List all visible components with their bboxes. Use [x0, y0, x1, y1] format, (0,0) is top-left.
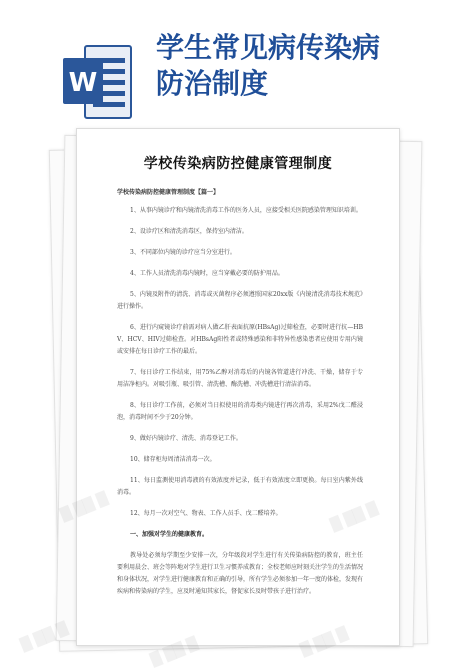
- paragraph: 2、设诊疗区和清洗消毒区，保持室内清洁。: [130, 228, 248, 235]
- banner-title: [156, 30, 466, 102]
- paragraph: 7、每日诊疗工作结束，用75%乙醇对消毒后的内镜各管道进行冲洗、干燥，储存于专用洁净柜内。对吸引瓶、吸引管、清洗槽、酶洗槽、冲洗槽进行清洁消毒。: [117, 369, 363, 388]
- paragraph: 9、做好内镜诊疗、清洗、消毒登记工作。: [130, 435, 242, 442]
- watermark-mark: █ ██ █: [18, 621, 71, 654]
- paragraph: 6、进行内窥镜诊疗前需对病人做乙肝表面抗原(HBsAg)过筛检查，必要时进行抗—HBV、HCV、HIV过筛检查。对HBsAg阳性者或特殊感染和非特异性感染患者应使用专用内镜或安排在每日诊疗工作的最后。: [117, 324, 363, 355]
- document-subtitle: 学校传染病防控健康管理制度【篇一】: [117, 189, 220, 196]
- document-title: 学校传染病防控健康管理制度: [143, 156, 333, 172]
- paragraph: 4、工作人员清洗消毒内镜时，应当穿戴必要的防护用品。: [130, 270, 284, 277]
- document-page: [76, 128, 400, 646]
- svg-text:W: W: [68, 68, 98, 98]
- paragraph: 12、每月一次对空气、物表、工作人员手、戊二醛培养。: [130, 510, 282, 517]
- paragraph: 1、从事内镜诊疗和内镜清洗消毒工作的医务人员，应接受相关医院感染管理知识培训。: [130, 207, 362, 214]
- banner-title-line-1: 学生常见病传染病: [156, 31, 381, 64]
- paragraph: 11、每日监测使用消毒液的有效浓度并记录，低于有效浓度立即更换。每日室内紫外线消毒。: [117, 477, 363, 496]
- paragraph: 10、储存柜每周清洁消毒一次。: [130, 456, 216, 463]
- paragraph: 3、不同部位内镜的诊疗应当分室进行。: [130, 249, 236, 256]
- document-body: [117, 205, 363, 607]
- paragraph: 8、每日诊疗工作前，必须对当日拟使用的消毒类内镜进行再次消毒，采用2%戊二醛浸泡，消毒时间不少于20分钟。: [117, 402, 363, 421]
- paragraph: 教导处必须每学期至少安排一次，分年级段对学生进行有关传染病防控的教育，班主任要利用晨会、班会等阵地对学生进行卫生习惯养成教育；全校老师应时刻关注学生的生活情况和身体状况，对学生进行健康教育和正确的引导，所有学生必须参加一年一度的体检，发现有疾病和传染病的学生，应及时通知其家长，督促家长及时带孩子进行治疗。: [117, 552, 364, 595]
- banner-title-line-2: 防治制度: [156, 67, 269, 100]
- section-heading: 一、加强对学生的健康教育。: [130, 531, 209, 538]
- header-banner: [0, 0, 474, 120]
- paragraph: 5、内镜及附件的清洗、消毒或灭菌程序必须遵照国家20xx版《内镜清洗消毒技术规范》进行操作。: [117, 291, 363, 310]
- watermark-mark: █ ██ █: [148, 636, 201, 669]
- word-document-icon: [63, 44, 133, 120]
